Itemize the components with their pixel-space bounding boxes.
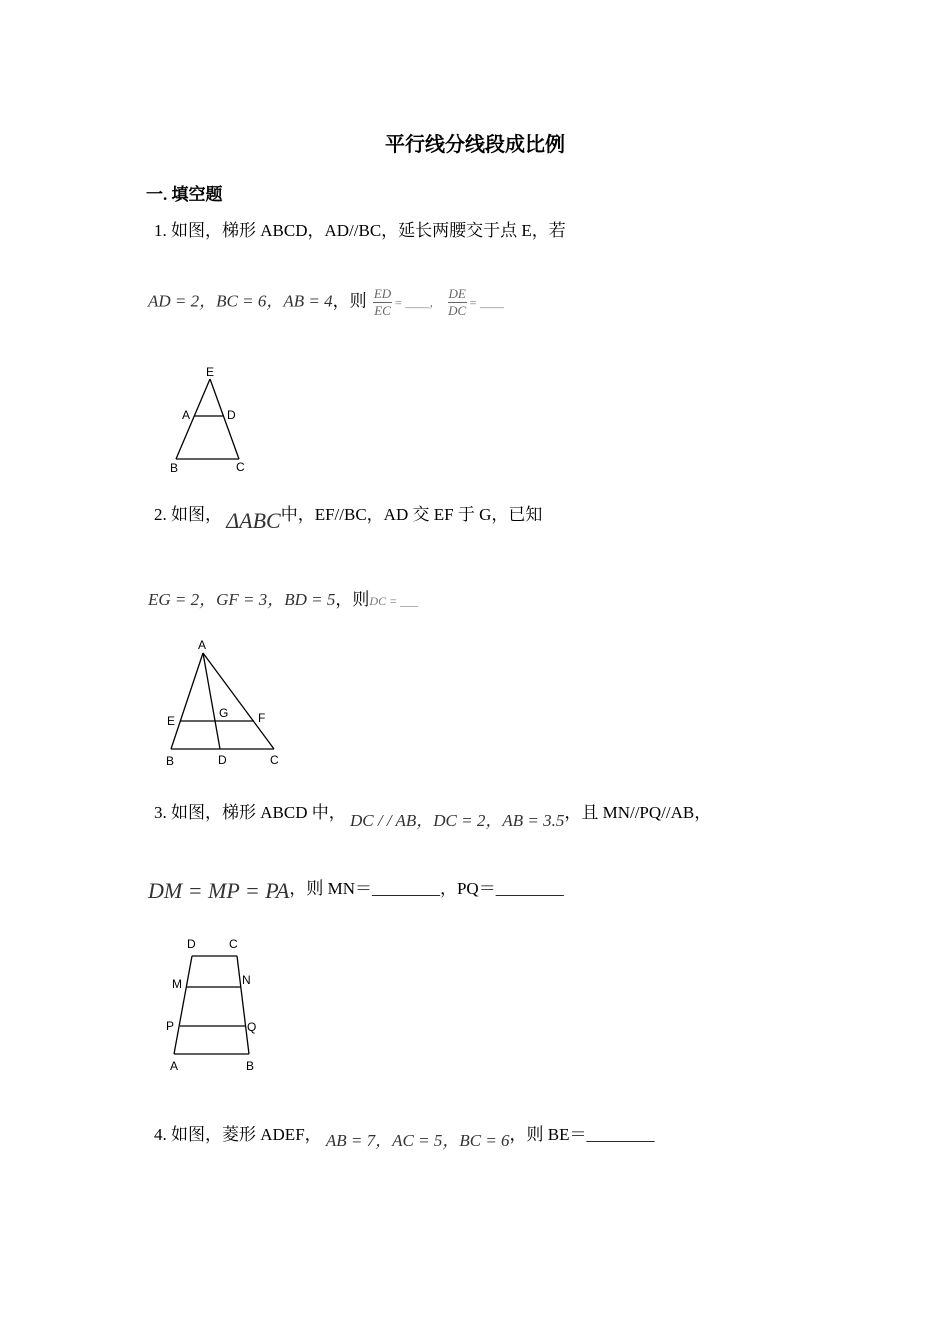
q2-edge-ac [203,653,274,749]
q4-given: AB = 7，AC = 5，BC = 6 [325,1131,510,1150]
q1-given-line [148,286,504,319]
q1-then: ，则 [332,291,367,311]
q1-label-c: C [236,460,245,474]
q1-text: 1. 如图，梯形 ABCD，AD//BC，延长两腰交于点 E，若 [154,221,566,240]
q1-label-a: A [182,408,191,422]
q2-label-e: E [167,714,176,728]
q1-frac2-num: DE [448,286,466,301]
q2-label-g: G [219,706,229,720]
q1-label-e: E [206,365,215,379]
q3-label-m: M [172,977,182,991]
q3-ask: ，则 MN＝________，PQ＝________ [289,879,564,898]
q3-text-line [154,798,712,830]
q2-text: 中，EF//BC，AD 交 EF 于 G，已知 [280,505,543,524]
q2-then: ，则 [335,590,370,609]
q1-label-d: D [227,408,236,422]
q3-label-n: N [242,973,251,987]
q2-label-c: C [270,753,279,767]
q3-label-c: C [229,937,238,951]
q2-triangle: ΔABC [226,508,281,533]
q4-text-line [154,1120,655,1150]
q2-label-a: A [198,638,207,652]
q3-label-b: B [246,1059,255,1073]
q1-fraction-ed-ec [373,286,392,319]
q2-ask: DC = ___ [369,594,419,608]
q3-cond: DM = MP = PA [148,878,290,903]
q1-frac2-den: DC [448,303,467,318]
q1-label-b: B [170,461,179,475]
q3-given: DC / / AB，DC = 2，AB = 3.5 [349,811,565,830]
q2-label-d: D [218,753,227,767]
q1-fraction-de-dc [448,286,467,319]
q2-label-b: B [166,754,175,768]
q2-given-line [148,585,418,610]
page-title: 平行线分线段成比例 [385,134,565,156]
q1-frac1-num: ED [373,286,392,301]
q4-ask: ，则 BE＝________ [509,1125,655,1144]
q3-label-d: D [187,937,196,951]
q1-blank2: = ____ [468,295,504,310]
q3-cond-line [148,874,564,903]
q2-text-line [154,500,543,533]
q3-edge-da [174,956,192,1054]
q1-trapezoid-figure [160,360,260,480]
q1-frac1-den: EC [374,303,391,318]
q1-blank1: = ____， [394,295,442,310]
q1-given: AD = 2，BC = 6，AB = 4 [148,291,333,311]
q2-prefix: 2. 如图， [154,505,222,524]
section-heading: 一. 填空题 [146,185,223,204]
q4-prefix: 4. 如图，菱形 ADEF， [154,1125,322,1144]
q2-edge-ab [171,653,203,749]
q3-label-p: P [166,1019,175,1033]
q3-suffix: ，且 MN//PQ//AB， [564,803,712,822]
q2-given: EG = 2，GF = 3，BD = 5 [148,590,336,609]
q2-label-f: F [258,711,266,725]
q3-edge-cb [237,956,249,1054]
q3-label-a: A [170,1059,179,1073]
q3-prefix: 3. 如图，梯形 ABCD 中， [154,803,346,822]
q2-edge-ad [203,653,220,749]
q3-trapezoid-figure [160,932,270,1077]
q2-triangle-figure [158,634,288,774]
q3-label-q: Q [247,1020,257,1034]
